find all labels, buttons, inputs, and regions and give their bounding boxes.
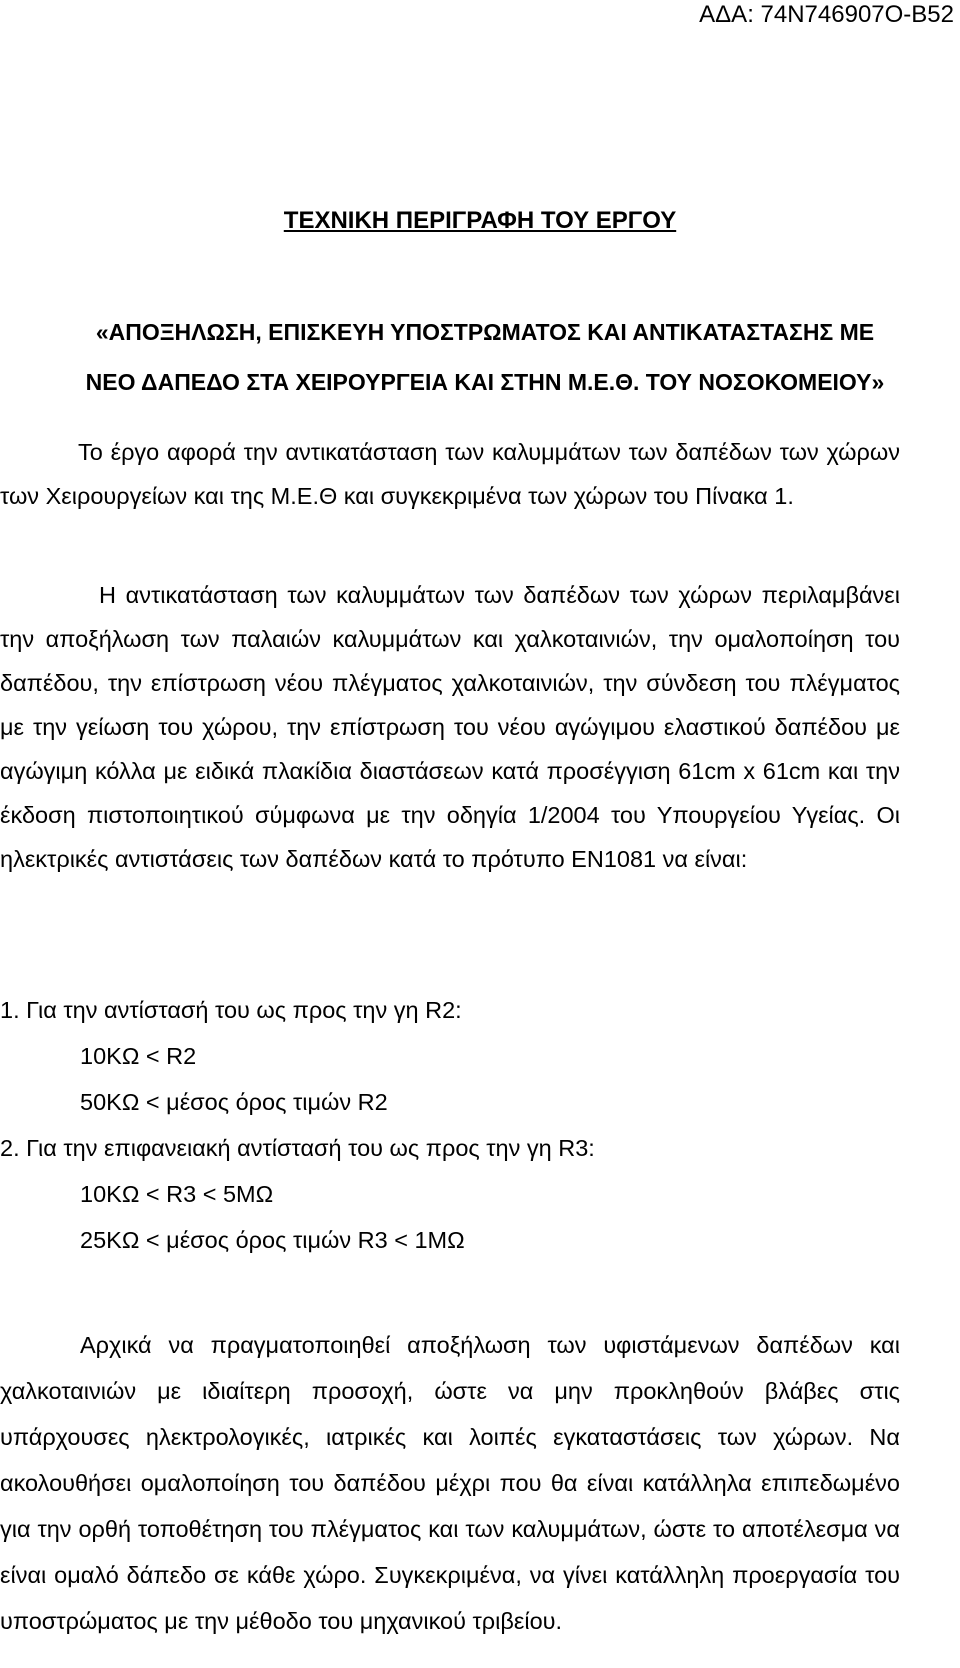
requirement-r2-label: 1. Για την αντίστασή του ως προς την γη R2: — [0, 997, 462, 1023]
paragraph-works: Η αντικατάσταση των καλυμμάτων των δαπέδων των χώρων περιλαμβάνει την αποξήλωση των παλαιών καλυμμάτων και χαλκοταινιών, την ομαλοποίηση του δαπέδου, την επίστρωση νέου πλέγματος χαλκοταινιών, την σύνδεση του πλέγματος με την γείωση του χώρου, την επίστρωση του νέου αγώγιμου ελαστικού δαπέδου με αγώγιμη κόλλα με ειδικά πλακίδια διαστάσεων κατά προσέγγιση 61cm x 61cm και την έκδοση πιστοποιητικού σύμφωνα με την οδηγία 1/2004 του Υπουργείου Υγείας. Οι ηλεκτρικές αντιστάσεις των δαπέδων κατά το πρότυπο ΕΝ1081 να είναι: — [0, 582, 900, 872]
paragraph-scope: Το έργο αφορά την αντικατάσταση των καλυμμάτων των δαπέδων των χώρων των Χειρουργείων και της Μ.Ε.Θ και συγκεκριμένα των χώρων του Πίνακα 1. — [0, 439, 900, 509]
project-name: «ΑΠΟΞΗΛΩΣΗ, ΕΠΙΣΚΕΥΗ ΥΠΟΣΤΡΩΜΑΤΟΣ ΚΑΙ ΑΝΤΙΚΑΤΑΣΤΑΣΗΣ ΜΕ ΝΕΟ ΔΑΠΕΔΟ ΣΤΑ ΧΕΙΡΟΥΡΓΕΙΑ ΚΑΙ ΣΤΗΝ Μ.Ε.Θ. ΤΟΥ ΝΟΣΟΚΟΜΕΙΟΥ» — [85, 319, 885, 395]
ada-code: ΑΔΑ: 74Ν746907Ο-Β52 — [699, 1, 954, 28]
requirement-r2-condition: 50ΚΩ < μέσος όρος τιμών R2 — [80, 1089, 388, 1115]
document-title: ΤΕΧΝΙΚΗ ΠΕΡΙΓΡΑΦΗ ΤΟΥ ΕΡΓΟΥ — [283, 207, 677, 234]
requirement-r3-condition: 10ΚΩ < R3 < 5ΜΩ — [80, 1181, 274, 1207]
requirement-r3-label: 2. Για την επιφανειακή αντίστασή του ως προς την γη R3: — [0, 1135, 595, 1161]
resistance-requirements — [0, 987, 900, 1263]
requirement-r2-condition: 10ΚΩ < R2 — [80, 1043, 197, 1069]
paragraph-preparation: Αρχικά να πραγματοποιηθεί αποξήλωση των υφιστάμενων δαπέδων και χαλκοταινιών με ιδιαίτερη προσοχή, ώστε να μην προκληθούν βλάβες στις υπάρχουσες ηλεκτρολογικές, ιατρικές και λοιπές εγκαταστάσεις των χώρων. Να ακολουθήσει ομαλοποίηση του δαπέδου μέχρι που θα είναι κατάλληλα επιπεδωμένο για την ορθή τοποθέτηση του πλέγματος και των καλυμμάτων, ώστε το αποτέλεσμα να είναι ομαλό δάπεδο σε κάθε χώρο. Συγκεκριμένα, να γίνει κατάλληλη προεργασία του υποστρώματος με την μέθοδο του μηχανικού τριβείου. — [0, 1332, 900, 1634]
requirement-r3-condition: 25ΚΩ < μέσος όρος τιμών R3 < 1ΜΩ — [80, 1227, 465, 1253]
